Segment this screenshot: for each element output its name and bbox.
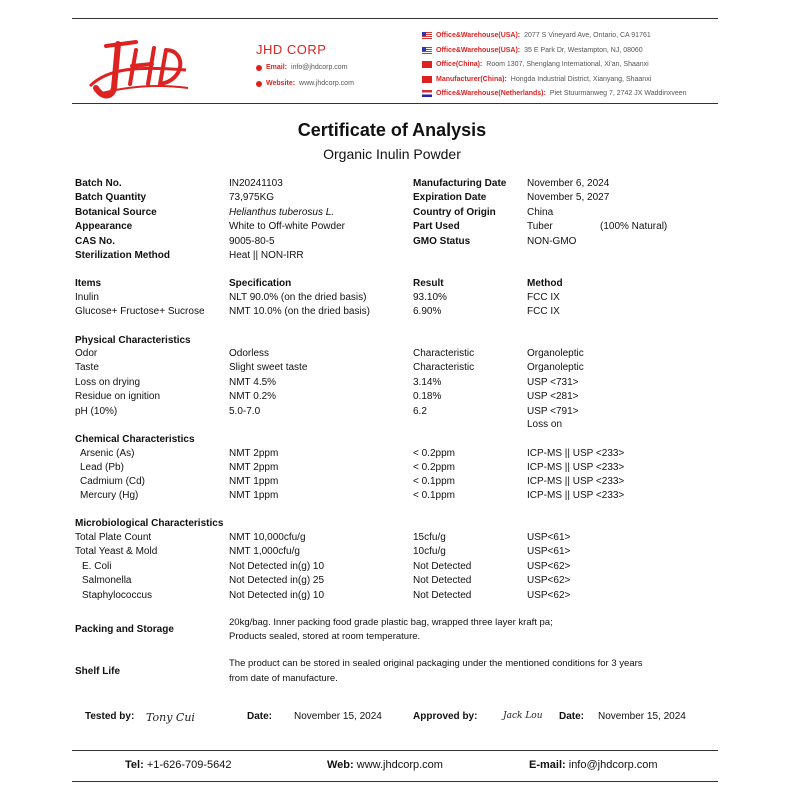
info-value: November 6, 2024 xyxy=(527,178,610,189)
column-header: Items xyxy=(75,278,102,289)
office-address: Hongda Industrial District, Xianyang, Shaanxi xyxy=(510,75,652,83)
table-cell: USP<62> xyxy=(527,560,571,572)
table-cell: ICP-MS || USP <233> xyxy=(527,448,625,459)
table-cell: 0.18% xyxy=(413,391,442,403)
table-cell: Taste xyxy=(75,362,99,374)
office-line xyxy=(422,47,643,54)
table-cell: 5.0-7.0 xyxy=(229,405,261,417)
tested-date-label: Date: xyxy=(247,711,273,722)
info-label: Batch Quantity xyxy=(75,192,147,204)
info-value: NON-GMO xyxy=(527,235,577,247)
table-cell: Not Detected xyxy=(413,589,472,601)
approved-by-label: Approved by: xyxy=(413,711,478,722)
info-label: Country of Origin xyxy=(413,206,496,218)
table-cell: Not Detected in(g) 10 xyxy=(229,589,325,601)
jhd-logo xyxy=(78,28,198,108)
footer-email-value: info@jhdcorp.com xyxy=(568,759,658,771)
table-cell: < 0.2ppm xyxy=(413,462,455,473)
info-value: IN20241103 xyxy=(229,178,283,189)
web-label: Web: xyxy=(327,759,354,771)
footer-email[interactable] xyxy=(529,759,658,771)
email-icon xyxy=(256,65,262,71)
office-label: Office(China): xyxy=(436,61,483,68)
cn-flag-icon xyxy=(422,76,432,83)
table-cell: Total Yeast & Mold xyxy=(75,546,158,558)
table-cell: ICP-MS || USP <233> xyxy=(527,476,625,487)
info-label: CAS No. xyxy=(75,235,115,247)
product-name: Organic Inulin Powder xyxy=(323,146,461,162)
table-cell: Odor xyxy=(75,348,98,359)
table-cell: NMT 4.5% xyxy=(229,376,277,388)
tested-date: November 15, 2024 xyxy=(294,711,382,722)
info-label: Manufacturing Date xyxy=(413,178,507,189)
table-cell: USP<61> xyxy=(527,532,571,543)
table-cell: Inulin xyxy=(75,292,99,303)
tel-label: Tel: xyxy=(125,759,144,771)
footer-rule xyxy=(72,750,718,751)
info-value: 73,975KG xyxy=(229,192,275,204)
email-label: Email: xyxy=(266,64,288,71)
table-cell: NMT 0.2% xyxy=(229,391,277,403)
shelf-life-label: Shelf Life xyxy=(75,666,121,677)
table-cell: USP <281> xyxy=(527,391,579,403)
table-cell: FCC IX xyxy=(527,292,560,303)
office-line xyxy=(422,90,687,97)
table-cell: Loss on xyxy=(527,419,563,430)
office-line xyxy=(422,32,651,39)
table-cell: 93.10% xyxy=(413,292,447,303)
approved-by-signature: Jack Lou xyxy=(503,711,543,721)
footer-web[interactable] xyxy=(327,759,443,771)
shelf-life-line-1: The product can be stored in sealed original packaging under the mentioned conditions for 3 years xyxy=(229,658,643,669)
table-cell: Organoleptic xyxy=(527,362,584,374)
table-cell: USP <731> xyxy=(527,376,579,388)
table-cell: USP <791> xyxy=(527,405,579,417)
table-cell: Not Detected in(g) 25 xyxy=(229,575,325,587)
table-cell: < 0.2ppm xyxy=(413,448,455,459)
info-label: Expiration Date xyxy=(413,192,487,204)
us-flag-icon xyxy=(422,47,432,54)
office-address: Piet Stuurmanweg 7, 2742 JX Waddinxveen xyxy=(549,90,687,97)
packing-label: Packing and Storage xyxy=(75,624,174,635)
approved-date: November 15, 2024 xyxy=(598,711,686,722)
office-line xyxy=(422,61,649,68)
email-value: info@jhdcorp.com xyxy=(291,64,348,71)
website-value: www.jhdcorp.com xyxy=(299,80,354,87)
table-cell: < 0.1ppm xyxy=(413,490,455,501)
table-cell: Slight sweet taste xyxy=(229,362,308,374)
table-cell: Characteristic xyxy=(413,362,475,374)
table-cell: Glucose+ Fructose+ Sucrose xyxy=(75,306,205,318)
table-cell: NMT 10.0% (on the dried basis) xyxy=(229,306,370,318)
table-cell: Total Plate Count xyxy=(75,532,152,543)
us-flag-icon xyxy=(422,32,432,39)
office-address: Room 1307, Shenglang International, Xi'an, Shaanxi xyxy=(486,61,649,68)
table-cell: Not Detected in(g) 10 xyxy=(229,560,325,572)
table-cell: Characteristic xyxy=(413,348,475,359)
table-cell: E. Coli xyxy=(82,560,112,572)
table-cell: 6.2 xyxy=(413,405,427,417)
tel-value: +1-626-709-5642 xyxy=(146,759,232,771)
info-value: Tuber xyxy=(527,221,553,233)
cn-flag-icon xyxy=(422,61,432,68)
table-cell: Odorless xyxy=(229,348,270,359)
packing-line-2: Products sealed, stored at room temperature. xyxy=(229,631,421,642)
table-cell: pH (10%) xyxy=(75,405,118,417)
shelf-life-line-2: from date of manufacture. xyxy=(229,673,338,684)
info-label: Sterilization Method xyxy=(75,250,170,261)
table-cell: NMT 2ppm xyxy=(229,448,279,459)
info-value: 9005-80-5 xyxy=(229,235,275,247)
packing-line-1: 20kg/bag. Inner packing food grade plastic bag, wrapped three layer kraft pa; xyxy=(229,617,553,628)
info-label: Appearance xyxy=(75,221,133,233)
column-header: Method xyxy=(527,278,563,289)
table-cell: Not Detected xyxy=(413,560,472,572)
header-email[interactable] xyxy=(256,64,348,71)
section-title: Physical Characteristics xyxy=(75,335,191,346)
office-label: Office&Warehouse(Netherlands): xyxy=(436,90,546,97)
info-value: Heat || NON-IRR xyxy=(229,250,304,261)
table-cell: Staphylococcus xyxy=(82,589,153,601)
info-label: Botanical Source xyxy=(75,206,157,218)
table-cell: NMT 1ppm xyxy=(229,476,279,487)
table-cell: NLT 90.0% (on the dried basis) xyxy=(229,292,367,303)
table-cell: ICP-MS || USP <233> xyxy=(527,462,625,473)
tested-by-label: Tested by: xyxy=(85,711,135,722)
table-cell: FCC IX xyxy=(527,306,560,318)
header-rule xyxy=(72,103,718,104)
column-header: Specification xyxy=(229,278,292,289)
website-label: Website: xyxy=(266,80,296,87)
table-cell: Cadmium (Cd) xyxy=(80,476,146,487)
table-cell: Mercury (Hg) xyxy=(80,490,139,501)
table-cell: 15cfu/g xyxy=(413,532,446,543)
info-value: China xyxy=(527,206,554,218)
table-cell: Lead (Pb) xyxy=(80,462,124,473)
globe-icon xyxy=(256,81,262,87)
company-name: JHD CORP xyxy=(256,42,327,57)
table-cell: Not Detected xyxy=(413,575,472,587)
table-cell: < 0.1ppm xyxy=(413,476,455,487)
info-value: Helianthus tuberosus L. xyxy=(229,206,335,218)
table-cell: NMT 2ppm xyxy=(229,462,279,473)
info-value: White to Off-white Powder xyxy=(229,221,345,233)
table-cell: NMT 1ppm xyxy=(229,490,279,501)
table-cell: USP<62> xyxy=(527,589,571,601)
table-cell: ICP-MS || USP <233> xyxy=(527,490,625,501)
footer-email-label: E-mail: xyxy=(529,759,566,771)
office-address: 2077 S Vineyard Ave, Ontario, CA 91761 xyxy=(524,32,651,39)
office-label: Office&Warehouse(USA): xyxy=(436,32,521,39)
info-label: GMO Status xyxy=(413,235,471,247)
table-cell: 3.14% xyxy=(413,376,442,388)
section-title: Microbiological Characteristics xyxy=(75,518,224,529)
info-value: November 5, 2027 xyxy=(527,192,610,204)
office-address: 35 E Park Dr, Westampton, NJ, 08060 xyxy=(524,46,643,54)
table-cell: NMT 1,000cfu/g xyxy=(229,546,300,558)
office-line xyxy=(422,76,651,83)
table-cell: 10cfu/g xyxy=(413,546,446,558)
info-label: Batch No. xyxy=(75,178,122,189)
table-cell: 6.90% xyxy=(413,306,442,318)
table-cell: Arsenic (As) xyxy=(80,448,135,459)
approved-date-label: Date: xyxy=(559,711,585,722)
top-rule xyxy=(72,18,718,19)
web-value: www.jhdcorp.com xyxy=(356,759,443,771)
table-cell: USP<62> xyxy=(527,575,571,587)
table-cell: Loss on drying xyxy=(75,376,141,388)
column-header: Result xyxy=(413,278,444,289)
document-title: Certificate of Analysis xyxy=(297,120,487,140)
section-title: Chemical Characteristics xyxy=(75,434,195,445)
office-label: Office&Warehouse(USA): xyxy=(436,46,521,54)
header-website[interactable] xyxy=(256,80,354,87)
table-cell: Organoleptic xyxy=(527,348,584,359)
info-label: Part Used xyxy=(413,221,460,233)
bottom-rule xyxy=(72,781,718,782)
table-cell: USP<61> xyxy=(527,546,571,558)
footer-tel[interactable] xyxy=(125,759,232,771)
tested-by-signature: Tony Cui xyxy=(146,711,195,724)
table-cell: NMT 10,000cfu/g xyxy=(229,532,306,543)
table-cell: Residue on ignition xyxy=(75,391,161,403)
office-label: Manufacturer(China): xyxy=(436,75,507,83)
part-note: (100% Natural) xyxy=(600,221,668,233)
table-cell: Salmonella xyxy=(82,575,132,587)
nl-flag-icon xyxy=(422,90,432,97)
